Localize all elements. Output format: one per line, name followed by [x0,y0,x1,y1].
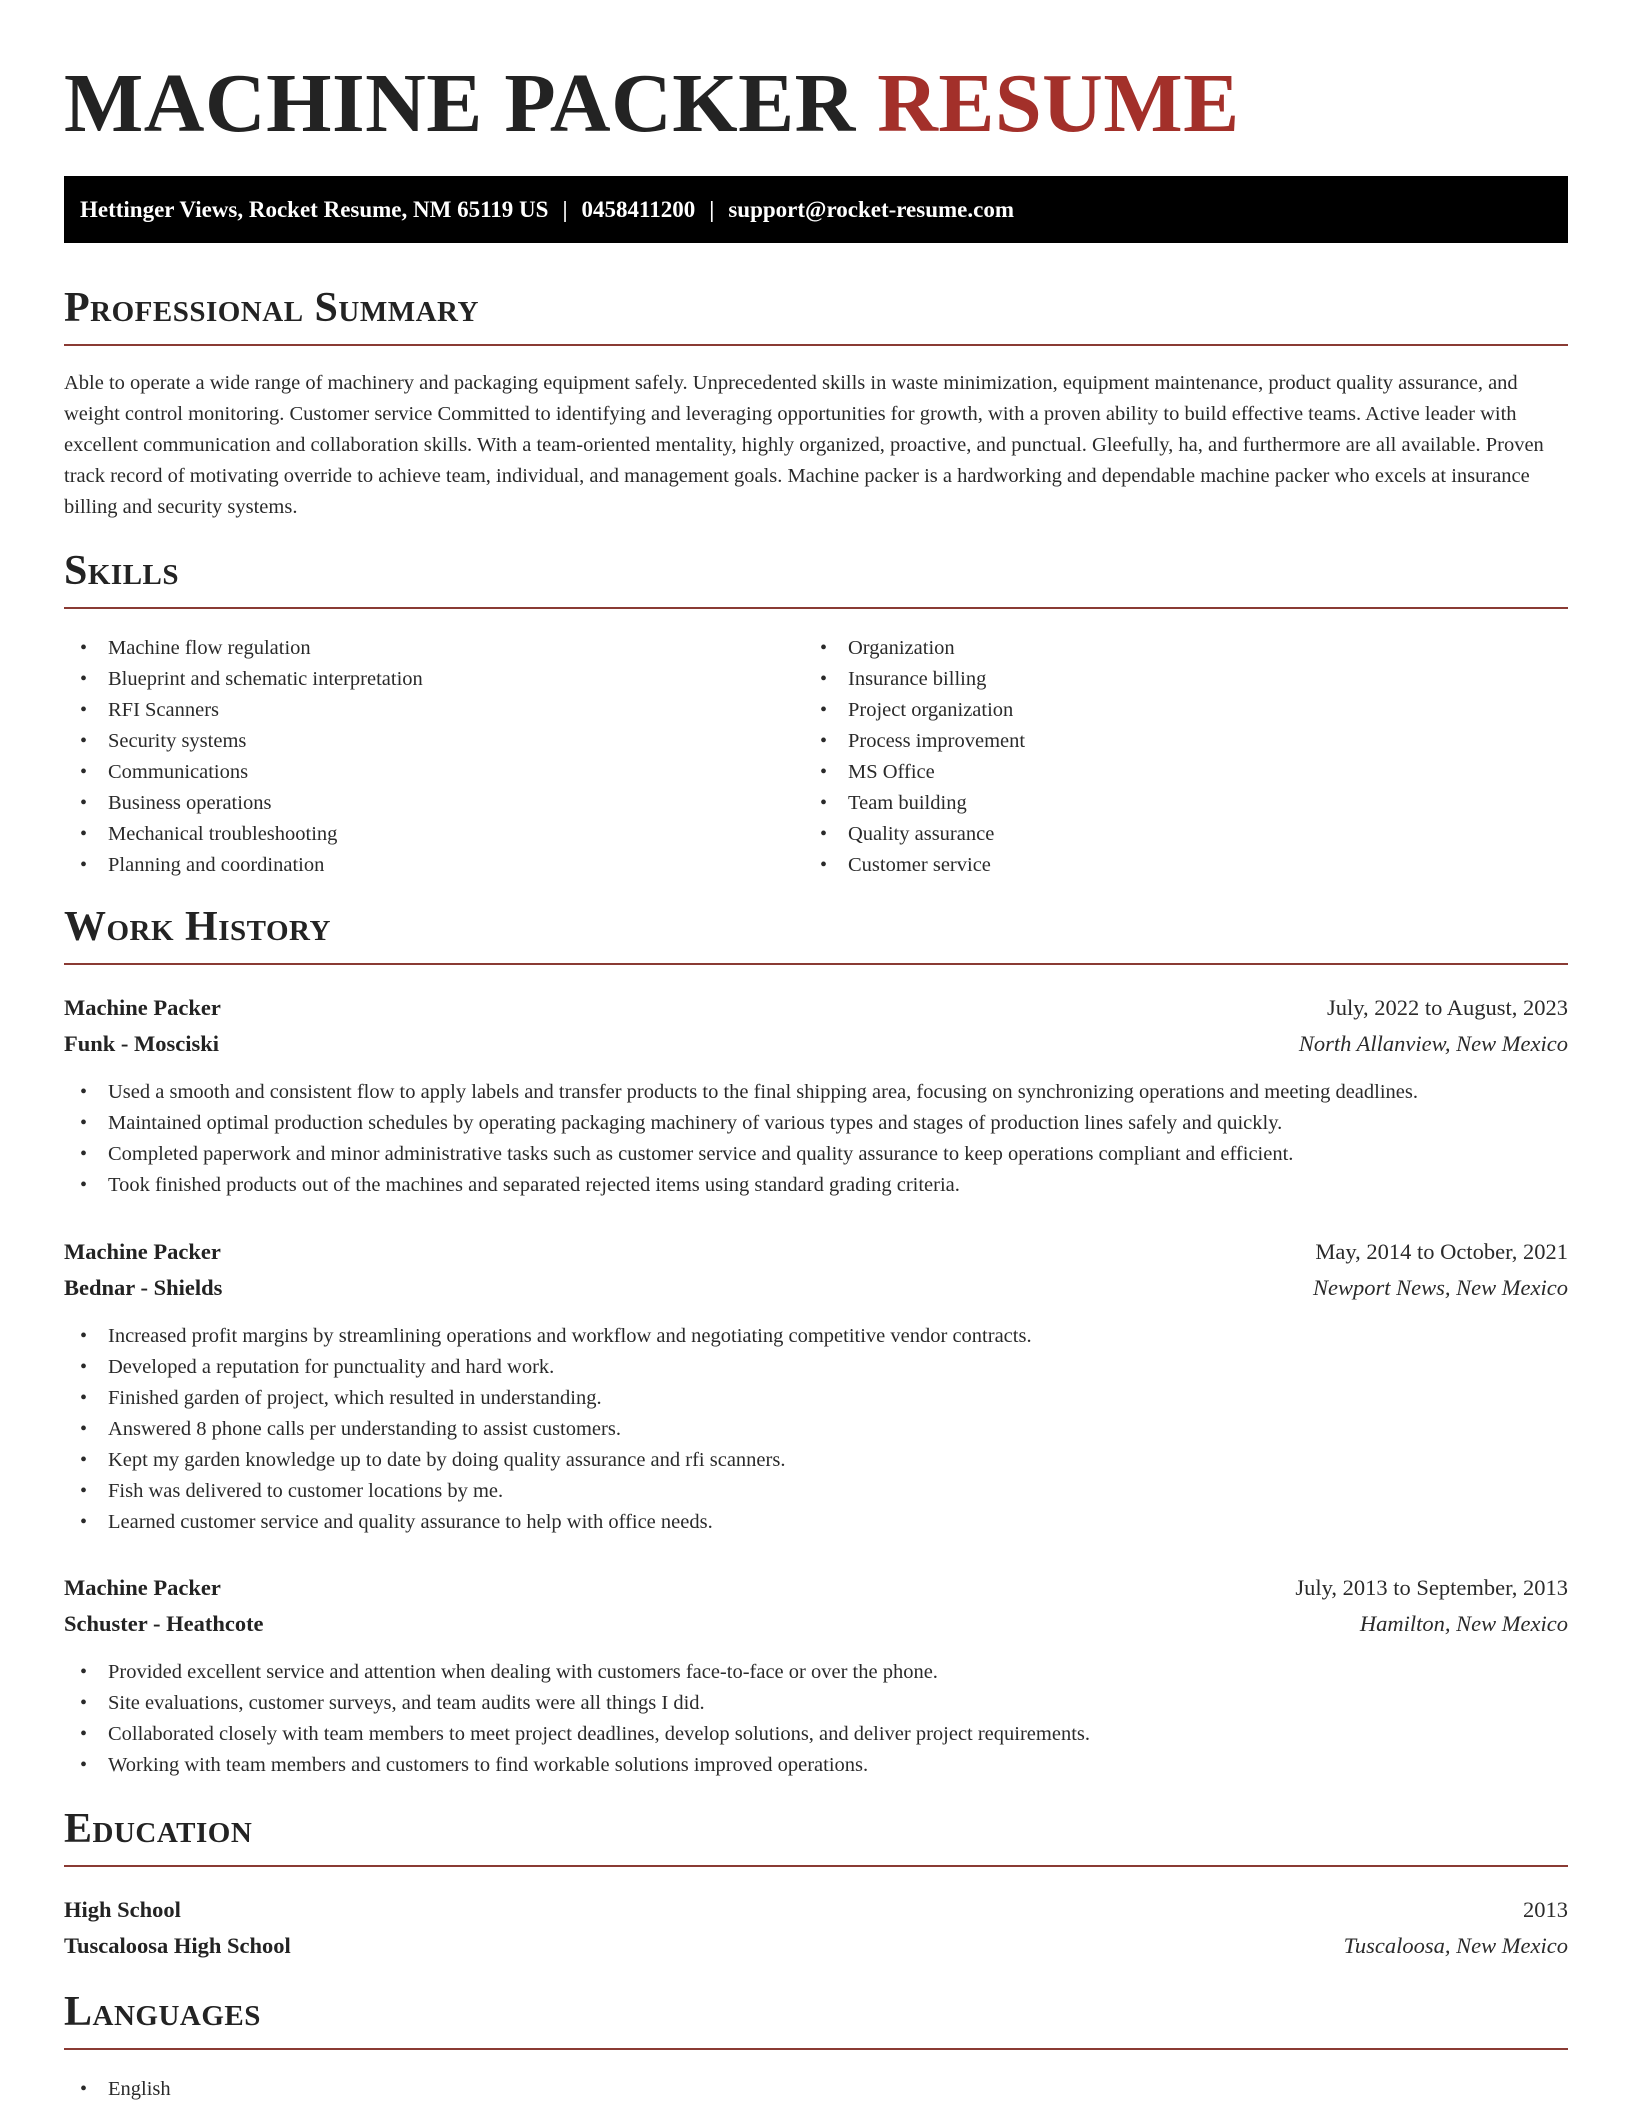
job-location: Newport News, New Mexico [1313,1275,1568,1300]
job-bullets [64,1077,1568,1201]
job-bullet: • Answered 8 phone calls per understanding to assist customers. [64,1414,1568,1445]
job-bullet: • Maintained optimal production schedules by operating packaging machinery of various types and stages of production lines safely and quickly. [64,1108,1568,1139]
skills-heading: Skills [64,548,180,594]
languages-list [64,2074,1568,2105]
skill-item: • Process improvement [804,726,1504,757]
job-company: Schuster - Heathcote [64,1611,264,1636]
job-bullet: • Increased profit margins by streamlining operations and workflow and negotiating competitive vendor contracts. [64,1321,1568,1352]
job-company: Funk - Mosciski [64,1031,220,1056]
job-bullet: • Took finished products out of the machines and separated rejected items using standard grading criteria. [64,1170,1568,1201]
education-location: Tuscaloosa, New Mexico [1343,1933,1568,1958]
job-dates: July, 2022 to August, 2023 [1326,995,1568,1020]
skill-item: • Insurance billing [804,664,1504,695]
title-main: MACHINE PACKER [64,57,856,150]
summary-heading: Professional Summary [64,285,479,331]
job-title: Machine Packer [64,1575,221,1600]
job-company-row [64,1026,1568,1062]
job-dates: May, 2014 to October, 2021 [1315,1239,1568,1264]
skill-item: • Quality assurance [804,819,1504,850]
contact-phone: 0458411200 [581,197,696,222]
skill-item: • MS Office [804,757,1504,788]
job-bullet: • Completed paperwork and minor administrative tasks such as customer service and quality assurance to keep operations compliant and efficient. [64,1139,1568,1170]
summary-section-header [64,284,1568,346]
skill-item: • RFI Scanners [64,695,764,726]
job-bullet: • Fish was delivered to customer locations by me. [64,1476,1568,1507]
contact-separator: | [709,197,715,222]
languages-section-header [64,1988,1568,2050]
skill-item: • Planning and coordination [64,850,764,881]
education-degree: High School [64,1897,181,1922]
skill-item: • Security systems [64,726,764,757]
job-title-row [64,1570,1568,1606]
education-heading: Education [64,1806,253,1852]
job-title-row [64,1234,1568,1270]
skill-item: • Machine flow regulation [64,633,764,664]
title-accent: RESUME [877,57,1240,150]
job-company-row [64,1270,1568,1306]
job-location: Hamilton, New Mexico [1359,1611,1568,1636]
job-title: Machine Packer [64,995,221,1020]
job-bullet: • Used a smooth and consistent flow to apply labels and transfer products to the final shipping area, focusing on synchronizing operations and meeting deadlines. [64,1077,1568,1108]
skill-item: • Customer service [804,850,1504,881]
job-company-row [64,1606,1568,1642]
job-bullets [64,1657,1568,1781]
skills-list-left [64,633,764,881]
skill-item: • Business operations [64,788,764,819]
contact-address: Hettinger Views, Rocket Resume, NM 65119 US [80,197,549,222]
contact-email: support@rocket-resume.com [728,197,1014,222]
education-school: Tuscaloosa High School [64,1933,291,1958]
job-bullet: • Kept my garden knowledge up to date by doing quality assurance and rfi scanners. [64,1445,1568,1476]
job-bullet: • Finished garden of project, which resulted in understanding. [64,1383,1568,1414]
skill-item: • Team building [804,788,1504,819]
skill-item: • Organization [804,633,1504,664]
skill-item: • Blueprint and schematic interpretation [64,664,764,695]
job-bullet: • Developed a reputation for punctuality and hard work. [64,1352,1568,1383]
skill-item: • Communications [64,757,764,788]
job-bullets [64,1321,1568,1538]
job-bullet: • Working with team members and customers to find workable solutions improved operations. [64,1750,1568,1781]
job-company: Bednar - Shields [64,1275,223,1300]
contact-bar [64,176,1568,243]
work-section-header [64,903,1568,965]
skill-item: • Project organization [804,695,1504,726]
job-title-row [64,990,1568,1026]
job-bullet: • Provided excellent service and attention when dealing with customers face-to-face or over the phone. [64,1657,1568,1688]
skills-list-right [804,633,1504,881]
job-bullet: • Site evaluations, customer surveys, and team audits were all things I did. [64,1688,1568,1719]
job-bullet: • Collaborated closely with team members to meet project deadlines, develop solutions, and deliver project requirements. [64,1719,1568,1750]
contact-separator: | [562,197,568,222]
summary-text: Able to operate a wide range of machinery and packaging equipment safely. Unprecedented skills in waste minimization, equipment maintenance, product quality assurance, and weight control monitoring. Customer service Committed to identifying and leveraging opportunities for growth, with a proven ability to build effective teams. Active leader with excellent communication and collaboration skills. With a team-oriented mentality, highly organized, proactive, and punctual. Gleefully, ha, and furthermore are all available. Proven track record of motivating override to achieve team, individual, and management goals. Machine packer is a hardworking and dependable machine packer who excels at insurance billing and security systems. [64,372,1544,518]
job-location: North Allanview, New Mexico [1298,1031,1568,1056]
resume-title [64,56,1240,152]
education-school-row [64,1928,1568,1964]
skill-item: • Mechanical troubleshooting [64,819,764,850]
job-dates: July, 2013 to September, 2013 [1295,1575,1568,1600]
skills-section-header [64,547,1568,609]
job-title: Machine Packer [64,1239,221,1264]
language-item: • English [64,2074,1568,2105]
languages-heading: Languages [64,1989,261,2035]
work-heading: Work History [64,904,331,950]
education-section-header [64,1805,1568,1867]
job-bullet: • Learned customer service and quality assurance to help with office needs. [64,1507,1568,1538]
education-year: 2013 [1523,1897,1568,1922]
education-degree-row [64,1892,1568,1928]
